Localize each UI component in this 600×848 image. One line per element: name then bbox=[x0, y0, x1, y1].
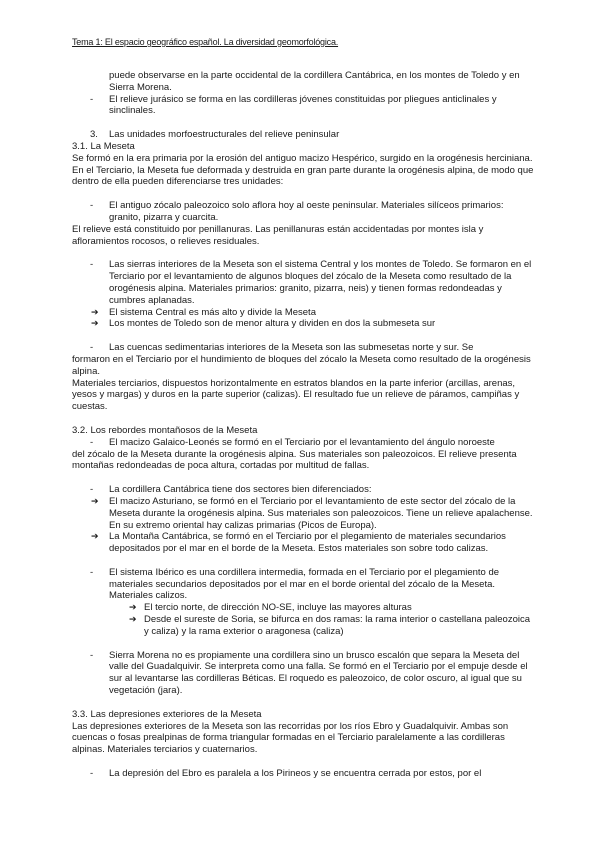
page-header: Tema 1: El espacio geográfico español. La diversidad geomorfológica. bbox=[72, 37, 339, 47]
dash-marker: - bbox=[90, 566, 94, 578]
intro-continuation: puede observarse en la parte occidental de la cordillera Cantábrica, en los montes de Toledo y en Sierra Morena. bbox=[109, 70, 520, 93]
section-heading bbox=[72, 129, 534, 141]
arrow-item bbox=[72, 614, 534, 638]
document-body bbox=[72, 70, 534, 780]
section-number: 3. bbox=[90, 129, 98, 141]
asturiano-text: El macizo Asturiano, se formó en el Terciario por el levantamiento de este sector del zócalo de la Meseta durante la orogénesis alpina. Sus materiales son paleozoicos. Tiene un relieve apalachense. En su extremo oriental hay calizas primarias (Picos de Europa). bbox=[109, 495, 533, 531]
dash-marker: - bbox=[90, 200, 94, 212]
morena-text: Sierra Morena no es propiamente una cordillera sino un brusco escalón que separa la Meseta del valle del Guadalquivir. Se interpreta como una falla. Se formó en el Terciario por el empuje desde el sur al levantarse las cordilleras Béticas. El roquedo es paleozoico, de color oscuro, al igual que su vegetación (jara). bbox=[109, 649, 528, 697]
arrow-item bbox=[72, 318, 534, 330]
depresiones-paragraph: Las depresiones exteriores de la Meseta son las recorridas por los ríos Ebro y Guadalquivir. Ambas son cuencas o fosas prealpinas de forma triangular formadas en el Terciario paralelamente a las cordilleras alpinas. Materiales terciarios y cuaternarios. bbox=[72, 720, 509, 756]
zocalo-text: El antiguo zócalo paleozoico solo aflora hoy al oeste peninsular. Materiales silíceos primarios: granito, pizarra y cuarcita. bbox=[109, 200, 504, 223]
galaico-continuation: del zócalo de la Meseta durante la orogénesis alpina. Sus materiales son paleozoicos. El relieve presenta montañas redondeadas de poca altura, cortadas por multitud de fallas. bbox=[72, 448, 517, 472]
subsection-title-rebordes: 3.2. Los rebordes montañosos de la Meseta bbox=[72, 424, 258, 436]
iberico-text: El sistema Ibérico es una cordillera intermedia, formada en el Terciario por el plegamiento de materiales secundarios depositados por el mar en el borde oriental del zócalo de la Meseta. Materiales calizos. bbox=[109, 566, 500, 602]
list-item bbox=[72, 768, 534, 780]
arrow-icon: ➔ bbox=[91, 306, 99, 317]
materiales-paragraph: Materiales terciarios, dispuestos horizontalmente en estratos blandos en la parte inferior (arcillas, arenas, yesos y margas) y duros en la parte superior (calizas). El resultado fue un relieve de páramos, campiñas y cuestas. bbox=[72, 377, 520, 413]
arrow-text: El sistema Central es más alto y divide la Meseta bbox=[109, 306, 316, 318]
list-item bbox=[72, 342, 534, 354]
subsection-title-meseta: 3.1. La Meseta bbox=[72, 140, 135, 152]
arrow-icon: ➔ bbox=[91, 495, 99, 506]
arrow-icon: ➔ bbox=[91, 531, 99, 542]
galaico-text: El macizo Galaico-Leonés se formó en el Terciario por el levantamiento del ángulo noroeste bbox=[109, 436, 495, 448]
arrow-item bbox=[72, 531, 534, 555]
arrow-text: Los montes de Toledo son de menor altura y dividen en dos la submeseta sur bbox=[109, 318, 436, 330]
jurasico-text: El relieve jurásico se forma en las cordilleras jóvenes constituidas por pliegues anticlinales y sinclinales. bbox=[109, 93, 497, 117]
cantabrica-text: La cordillera Cantábrica tiene dos sectores bien diferenciados: bbox=[109, 484, 372, 496]
sierras-text: Las sierras interiores de la Meseta son el sistema Central y los montes de Toledo. Se formaron en el Terciario por el levantamiento de algunos bloques del zócalo de la Meseta como resultado de la orogénesis alpina. Materiales primarios: granito, pizarra, neis) y tienen formas redondeadas y cumbres aplanadas. bbox=[109, 259, 532, 306]
tercio-text: El tercio norte, de dirección NO-SE, incluye las mayores alturas bbox=[144, 602, 412, 614]
dash-marker: - bbox=[90, 93, 94, 105]
cuencas-continuation: formaron en el Terciario por el hundimiento de bloques del zócalo la Meseta como resultado de la orogénesis alpina. bbox=[72, 353, 531, 377]
list-item bbox=[72, 200, 534, 224]
arrow-icon: ➔ bbox=[129, 602, 137, 613]
dash-marker: - bbox=[90, 768, 94, 780]
dash-marker: - bbox=[90, 342, 94, 354]
dash-marker: - bbox=[90, 436, 94, 448]
cuencas-text: Las cuencas sedimentarias interiores de la Meseta son las submesetas norte y sur. Se bbox=[109, 342, 474, 354]
list-item bbox=[72, 94, 534, 118]
penillanuras-paragraph: El relieve está constituido por penillanuras. Las penillanuras están accidentadas por montes isla y afloramientos rocosos, o relieves residuales. bbox=[72, 223, 484, 247]
arrow-icon: ➔ bbox=[91, 318, 99, 329]
list-item bbox=[72, 259, 534, 306]
list-item bbox=[72, 437, 534, 449]
arrow-icon: ➔ bbox=[129, 614, 137, 625]
soria-text: Desde el sureste de Soria, se bifurca en dos ramas: la rama interior o castellana paleozoica y caliza) y la rama exterior o aragonesa (caliza) bbox=[144, 614, 531, 637]
list-item bbox=[72, 484, 534, 496]
arrow-item bbox=[72, 307, 534, 319]
arrow-item bbox=[72, 496, 534, 531]
ebro-text: La depresión del Ebro es paralela a los Pirineos y se encuentra cerrada por estos, por el bbox=[109, 768, 482, 780]
arrow-item bbox=[72, 602, 534, 614]
dash-marker: - bbox=[90, 259, 94, 271]
montana-text: La Montaña Cantábrica, se formó en el Terciario por el plegamiento de materiales secundarios depositados por el mar en el borde de la Meseta. Estos materiales son sobre todo calizas. bbox=[109, 531, 506, 555]
dash-marker: - bbox=[90, 649, 94, 661]
subsection-title-depresiones: 3.3. Las depresiones exteriores de la Meseta bbox=[72, 708, 262, 720]
dash-marker: - bbox=[90, 484, 94, 496]
section-title: Las unidades morfoestructurales del relieve peninsular bbox=[109, 129, 340, 141]
list-item bbox=[72, 650, 534, 697]
list-item bbox=[72, 567, 534, 602]
meseta-paragraph: Se formó en la era primaria por la erosión del antiguo macizo Hespérico, surgido en la orogénesis herciniana. En el Terciario, la Meseta fue deformada y destruida en gran parte durante la orogénesis alpina, de modo que dentro de ella pueden diferenciarse tres unidades: bbox=[72, 152, 534, 188]
